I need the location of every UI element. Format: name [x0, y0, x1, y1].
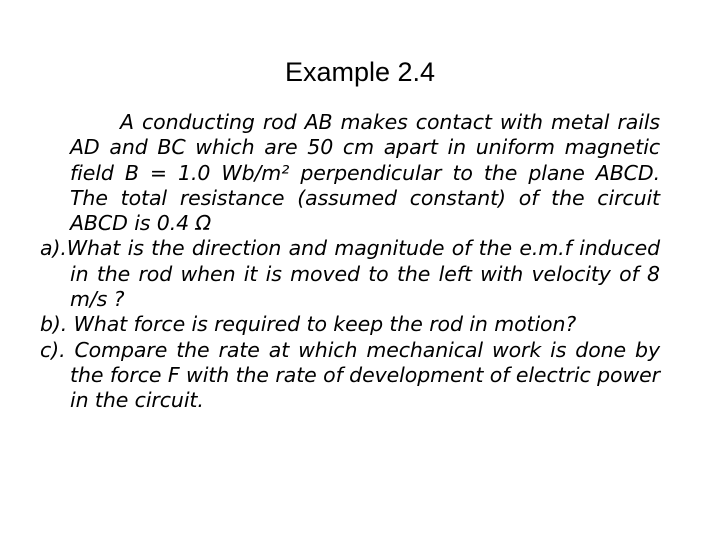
- problem-text: [40, 110, 660, 414]
- problem-statement: A conducting rod AB makes contact with metal rails AD and BC which are 50 cm apart in uniform magnetic field B = 1.0 Wb/m² perpendicular to the plane ABCD. The total resistance (assumed constant) of the circuit ABCD is 0.4 Ω: [70, 110, 660, 236]
- page-title: Example 2.4: [284, 57, 436, 87]
- question-a: a).What is the direction and magnitude of the e.m.f induced in the rod when it is moved to the left with velocity of 8 m/s ?: [40, 236, 660, 312]
- question-b: b). What force is required to keep the rod in motion?: [40, 312, 577, 337]
- question-c: c). Compare the rate at which mechanical work is done by the force F with the rate of development of electric power in the circuit.: [40, 337, 660, 413]
